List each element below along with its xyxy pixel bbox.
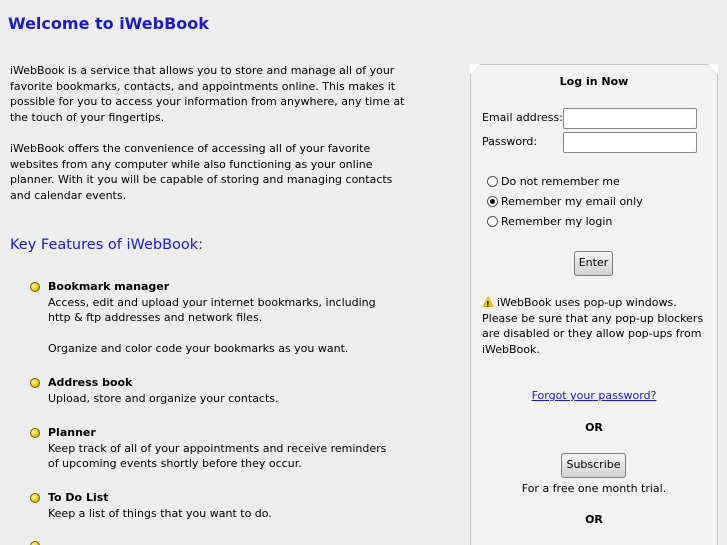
radio-label: Do not remember me xyxy=(501,175,620,188)
warning-icon xyxy=(482,296,494,307)
feature-description: Keep a list of things that you want to do. xyxy=(48,506,272,520)
page-title: Welcome to iWebBook xyxy=(8,14,209,33)
popup-warning-text: iWebBook uses pop-up windows. Please be sure that any pop-up blockers are disabled or they allow pop-ups from iWebBook. xyxy=(482,296,704,356)
radio-remember-login[interactable] xyxy=(487,215,612,228)
intro-paragraph-2: iWebBook offers the convenience of accessing all of your favorite websites from any computer while also functioning as your online planner. With it you will be capable of storing and managing contacts and calendar events. xyxy=(10,142,393,202)
intro-paragraph-1: iWebBook is a service that allows you to store and manage all of your favorite bookmarks, contacts, and appointments online. This makes it possible for you to access your information from anywhere, any time at the touch of your fingertips. xyxy=(10,64,405,124)
bullet-icon xyxy=(30,428,40,438)
radio-remember-email[interactable] xyxy=(487,195,643,208)
panel-corner xyxy=(470,64,480,74)
feature-title: Bookmark manager xyxy=(48,280,170,293)
feature-title: Planner xyxy=(48,426,96,439)
or-separator-2: OR xyxy=(585,513,603,526)
feature-extra-description: Organize and color code your bookmarks as you want. xyxy=(48,342,349,355)
email-field[interactable] xyxy=(563,108,697,129)
feature-title: To Do List xyxy=(48,491,109,504)
feature-description: Keep track of all of your appointments and receive reminders of upcoming events shortly before they occur. xyxy=(48,441,387,470)
bullet-icon xyxy=(30,378,40,388)
forgot-password-link[interactable]: Forgot your password? xyxy=(531,389,657,402)
radio-button[interactable] xyxy=(487,176,498,187)
feature-description: Access, edit and upload your internet bookmarks, including http & ftp addresses and network files. xyxy=(48,295,376,324)
radio-button[interactable] xyxy=(487,216,498,227)
bullet-icon xyxy=(30,282,40,292)
or-separator: OR xyxy=(585,421,603,434)
trial-text: For a free one month trial. xyxy=(521,482,667,495)
radio-label: Remember my email only xyxy=(501,195,643,208)
radio-button[interactable] xyxy=(487,196,498,207)
radio-do-not-remember[interactable] xyxy=(487,175,620,188)
radio-label: Remember my login xyxy=(501,215,613,228)
feature-title: Address book xyxy=(48,376,133,389)
login-title: Log in Now xyxy=(559,75,629,88)
email-label: Email address: xyxy=(482,111,563,124)
bullet-icon xyxy=(30,493,40,503)
login-panel xyxy=(470,64,718,545)
feature-description: Upload, store and organize your contacts. xyxy=(48,391,279,405)
enter-button[interactable]: Enter xyxy=(574,251,613,276)
password-label: Password: xyxy=(482,135,538,148)
features-heading: Key Features of iWebBook: xyxy=(10,237,204,253)
bullet-icon xyxy=(30,541,40,545)
popup-warning xyxy=(482,295,710,357)
panel-corner xyxy=(708,64,718,74)
subscribe-button[interactable]: Subscribe xyxy=(561,453,626,478)
password-field[interactable] xyxy=(563,132,697,153)
